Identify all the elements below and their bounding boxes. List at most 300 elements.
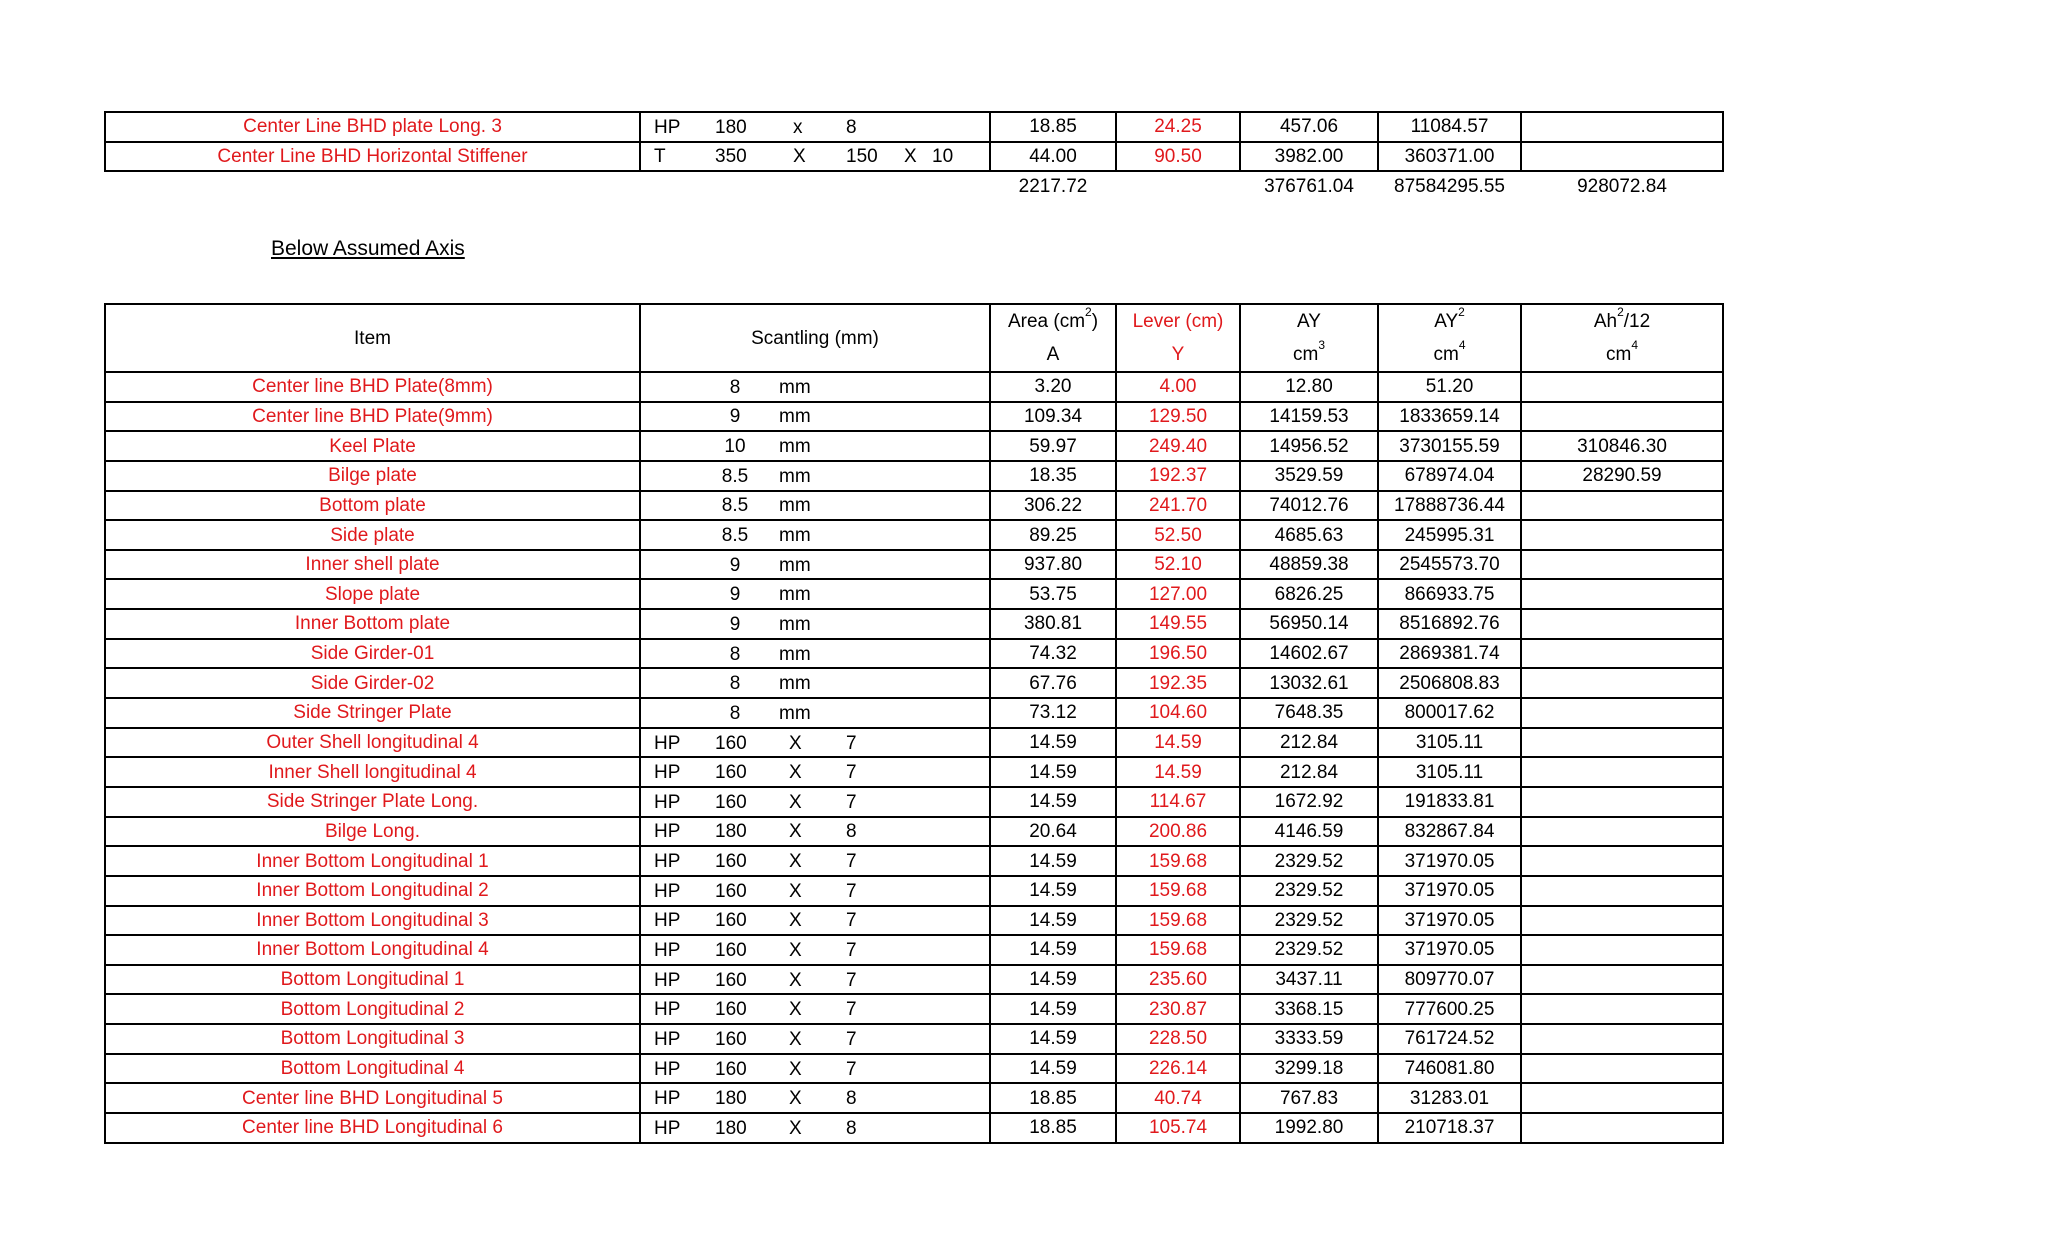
- scantling-part: T: [654, 146, 666, 168]
- area-cell: 14.59: [990, 757, 1116, 787]
- lever-cell: 192.37: [1116, 461, 1240, 491]
- ay2-cell: 866933.75: [1378, 579, 1521, 609]
- item-cell: Side Stringer Plate Long.: [105, 787, 640, 817]
- table-row: [105, 639, 1723, 669]
- thickness-unit: mm: [779, 376, 811, 398]
- profile-type: HP: [654, 732, 681, 754]
- table-row: [105, 579, 1723, 609]
- profile-type: HP: [654, 880, 681, 902]
- ay2-cell: 761724.52: [1378, 1024, 1521, 1054]
- profile-dim2: 8: [846, 1117, 857, 1139]
- area-cell: 109.34: [990, 402, 1116, 432]
- header-item: Item: [105, 304, 640, 372]
- item-cell: Bottom Longitudinal 1: [105, 965, 640, 995]
- ay-cell: 2329.52: [1240, 846, 1378, 876]
- lever-cell: 90.50: [1116, 142, 1240, 172]
- ay2-cell: 371970.05: [1378, 876, 1521, 906]
- ay-cell: 12.80: [1240, 372, 1378, 402]
- area-cell: 14.59: [990, 965, 1116, 995]
- table-row: [105, 402, 1723, 432]
- ay-cell: 212.84: [1240, 728, 1378, 758]
- profile-x: X: [789, 880, 802, 902]
- ay-cell: 6826.25: [1240, 579, 1378, 609]
- profile-type: HP: [654, 999, 681, 1021]
- ay-cell: 3368.15: [1240, 994, 1378, 1024]
- ay-cell: 2329.52: [1240, 876, 1378, 906]
- ay-cell: 14602.67: [1240, 639, 1378, 669]
- ah-cell: [1521, 994, 1723, 1024]
- lever-cell: 40.74: [1116, 1083, 1240, 1113]
- ay2-cell: 360371.00: [1378, 142, 1521, 172]
- lever-cell: 4.00: [1116, 372, 1240, 402]
- scantling-cell: [640, 994, 990, 1024]
- header-ah2-12: Ah$^2$/12 $cm^4$: [1521, 304, 1723, 372]
- ay-cell: 56950.14: [1240, 609, 1378, 639]
- totals-blank: [105, 171, 640, 201]
- ah-cell: [1521, 906, 1723, 936]
- thickness-unit: mm: [779, 673, 811, 695]
- profile-x: X: [789, 732, 802, 754]
- scantling-cell: [640, 935, 990, 965]
- profile-dim1: 160: [715, 880, 747, 902]
- item-cell: Inner Bottom plate: [105, 609, 640, 639]
- item-cell: Side Girder-02: [105, 668, 640, 698]
- item-cell: Bilge Long.: [105, 817, 640, 847]
- profile-type: HP: [654, 969, 681, 991]
- ay2-cell: 3105.11: [1378, 728, 1521, 758]
- thickness-value: 8.5: [721, 525, 749, 547]
- item-cell: Inner Bottom Longitudinal 4: [105, 935, 640, 965]
- area-cell: 20.64: [990, 817, 1116, 847]
- ay-cell: 7648.35: [1240, 698, 1378, 728]
- total-ay2: 87584295.55: [1394, 175, 1505, 197]
- area-cell: 14.59: [990, 846, 1116, 876]
- scantling-cell: [640, 757, 990, 787]
- profile-type: HP: [654, 791, 681, 813]
- area-cell: 14.59: [990, 728, 1116, 758]
- ah-cell: [1521, 1113, 1723, 1143]
- profile-type: HP: [654, 939, 681, 961]
- thickness-unit: mm: [779, 643, 811, 665]
- ay-cell: 767.83: [1240, 1083, 1378, 1113]
- area-cell: 380.81: [990, 609, 1116, 639]
- ay2-cell: 11084.57: [1378, 112, 1521, 142]
- scantling-part: HP: [654, 116, 681, 138]
- table-row: [105, 817, 1723, 847]
- area-cell: 59.97: [990, 431, 1116, 461]
- area-cell: 67.76: [990, 668, 1116, 698]
- lever-cell: 159.68: [1116, 935, 1240, 965]
- profile-dim2: 7: [846, 851, 857, 873]
- profile-type: HP: [654, 851, 681, 873]
- lever-cell: 159.68: [1116, 876, 1240, 906]
- profile-dim1: 160: [715, 969, 747, 991]
- table-row: [105, 698, 1723, 728]
- ay-cell: 13032.61: [1240, 668, 1378, 698]
- profile-dim1: 160: [715, 910, 747, 932]
- profile-x: X: [789, 821, 802, 843]
- table-row: [105, 728, 1723, 758]
- scantling-cell: [640, 817, 990, 847]
- ay2-cell: 245995.31: [1378, 520, 1521, 550]
- item-cell: Bottom Longitudinal 3: [105, 1024, 640, 1054]
- thickness-value: 9: [729, 584, 741, 606]
- thickness-value: 9: [729, 613, 741, 635]
- lever-cell: 226.14: [1116, 1054, 1240, 1084]
- profile-x: X: [789, 999, 802, 1021]
- table-row: [105, 520, 1723, 550]
- table-row: [105, 1083, 1723, 1113]
- table-row: [105, 431, 1723, 461]
- profile-dim2: 7: [846, 1028, 857, 1050]
- ay-cell: 3529.59: [1240, 461, 1378, 491]
- profile-dim2: 7: [846, 999, 857, 1021]
- table-row: [105, 846, 1723, 876]
- scantling-cell: [640, 112, 990, 142]
- area-cell: 14.59: [990, 1054, 1116, 1084]
- ah-cell: [1521, 1083, 1723, 1113]
- thickness-unit: mm: [779, 495, 811, 517]
- lever-cell: 127.00: [1116, 579, 1240, 609]
- ah-cell: [1521, 112, 1723, 142]
- scantling-cell: [640, 609, 990, 639]
- lever-cell: 14.59: [1116, 728, 1240, 758]
- table-row: [105, 142, 1723, 172]
- scantling-cell: [640, 431, 990, 461]
- thickness-value: 8: [729, 643, 741, 665]
- table-row: [105, 935, 1723, 965]
- profile-x: X: [789, 1028, 802, 1050]
- scantling-cell: [640, 461, 990, 491]
- scantling-cell: [640, 491, 990, 521]
- item-cell: Center Line BHD plate Long. 3: [105, 112, 640, 142]
- table-header-row: [105, 304, 1723, 372]
- scantling-cell: [640, 965, 990, 995]
- thickness-unit: mm: [779, 613, 811, 635]
- ay-cell: 2329.52: [1240, 906, 1378, 936]
- item-cell: Center line BHD Plate(8mm): [105, 372, 640, 402]
- profile-type: HP: [654, 1028, 681, 1050]
- ay2-cell: 17888736.44: [1378, 491, 1521, 521]
- item-cell: Bilge plate: [105, 461, 640, 491]
- section-label: Below Assumed Axis: [271, 237, 465, 260]
- table-row: [105, 112, 1723, 142]
- scantling-cell: [640, 698, 990, 728]
- ay-cell: 48859.38: [1240, 550, 1378, 580]
- ay2-cell: 800017.62: [1378, 698, 1521, 728]
- lever-cell: 52.50: [1116, 520, 1240, 550]
- lever-cell: 241.70: [1116, 491, 1240, 521]
- area-cell: 18.85: [990, 1083, 1116, 1113]
- section-modulus-table: [104, 303, 1724, 1144]
- thickness-unit: mm: [779, 525, 811, 547]
- profile-x: X: [789, 969, 802, 991]
- ay-cell: 14956.52: [1240, 431, 1378, 461]
- ay-cell: 4146.59: [1240, 817, 1378, 847]
- ah-cell: [1521, 491, 1723, 521]
- ay2-cell: 8516892.76: [1378, 609, 1521, 639]
- table-row: [105, 372, 1723, 402]
- table-row: [105, 994, 1723, 1024]
- thickness-value: 8: [729, 702, 741, 724]
- area-cell: 18.35: [990, 461, 1116, 491]
- profile-x: X: [789, 1117, 802, 1139]
- header-ay: AY $cm^3$: [1240, 304, 1378, 372]
- ay2-cell: 678974.04: [1378, 461, 1521, 491]
- thickness-value: 8: [729, 376, 741, 398]
- scantling-cell: [640, 728, 990, 758]
- item-cell: Inner Shell longitudinal 4: [105, 757, 640, 787]
- item-cell: Center line BHD Plate(9mm): [105, 402, 640, 432]
- lever-cell: 159.68: [1116, 846, 1240, 876]
- profile-x: X: [789, 851, 802, 873]
- item-cell: Side Girder-01: [105, 639, 640, 669]
- scantling-part: X: [793, 146, 806, 168]
- area-cell: 18.85: [990, 112, 1116, 142]
- profile-type: HP: [654, 821, 681, 843]
- thickness-unit: mm: [779, 584, 811, 606]
- ah-cell: [1521, 579, 1723, 609]
- profile-dim1: 160: [715, 1058, 747, 1080]
- lever-cell: 200.86: [1116, 817, 1240, 847]
- ah-cell: [1521, 520, 1723, 550]
- ah-cell: [1521, 668, 1723, 698]
- header-scantling: Scantling (mm): [640, 304, 990, 372]
- profile-dim1: 180: [715, 821, 747, 843]
- item-cell: Bottom plate: [105, 491, 640, 521]
- lever-cell: 114.67: [1116, 787, 1240, 817]
- area-cell: 89.25: [990, 520, 1116, 550]
- area-cell: 44.00: [990, 142, 1116, 172]
- profile-dim2: 7: [846, 732, 857, 754]
- scantling-cell: [640, 639, 990, 669]
- totals-blank: [1116, 171, 1240, 201]
- ay-cell: 457.06: [1240, 112, 1378, 142]
- area-cell: 73.12: [990, 698, 1116, 728]
- ay-cell: 3333.59: [1240, 1024, 1378, 1054]
- profile-dim1: 160: [715, 851, 747, 873]
- profile-x: X: [789, 762, 802, 784]
- ay2-cell: 777600.25: [1378, 994, 1521, 1024]
- area-cell: 14.59: [990, 906, 1116, 936]
- item-cell: Side plate: [105, 520, 640, 550]
- item-cell: Center line BHD Longitudinal 5: [105, 1083, 640, 1113]
- scantling-cell: [640, 550, 990, 580]
- ay-cell: 1992.80: [1240, 1113, 1378, 1143]
- profile-dim2: 7: [846, 1058, 857, 1080]
- thickness-unit: mm: [779, 702, 811, 724]
- ah-cell: [1521, 965, 1723, 995]
- lever-cell: 149.55: [1116, 609, 1240, 639]
- profile-x: X: [789, 791, 802, 813]
- table-row: [105, 757, 1723, 787]
- thickness-value: 9: [729, 554, 741, 576]
- profile-type: HP: [654, 1088, 681, 1110]
- scantling-cell: [640, 372, 990, 402]
- header-lever: Lever (cm) Y: [1116, 304, 1240, 372]
- scantling-cell: [640, 142, 990, 172]
- item-cell: Inner Bottom Longitudinal 3: [105, 906, 640, 936]
- profile-dim1: 160: [715, 999, 747, 1021]
- area-cell: 3.20: [990, 372, 1116, 402]
- area-cell: 18.85: [990, 1113, 1116, 1143]
- profile-dim1: 160: [715, 939, 747, 961]
- top-continuation-table: [104, 111, 1724, 201]
- area-cell: 14.59: [990, 1024, 1116, 1054]
- ay-cell: 212.84: [1240, 757, 1378, 787]
- area-cell: 74.32: [990, 639, 1116, 669]
- profile-dim2: 7: [846, 969, 857, 991]
- totals-row: [105, 171, 1723, 201]
- profile-dim1: 160: [715, 762, 747, 784]
- scantling-cell: [640, 787, 990, 817]
- area-cell: 14.59: [990, 994, 1116, 1024]
- item-cell: Center line BHD Longitudinal 6: [105, 1113, 640, 1143]
- ay2-cell: 2506808.83: [1378, 668, 1521, 698]
- profile-dim1: 160: [715, 1028, 747, 1050]
- lever-cell: 52.10: [1116, 550, 1240, 580]
- ay2-cell: 31283.01: [1378, 1083, 1521, 1113]
- ay2-cell: 371970.05: [1378, 846, 1521, 876]
- thickness-value: 9: [729, 406, 741, 428]
- thickness-unit: mm: [779, 465, 811, 487]
- ay2-cell: 2545573.70: [1378, 550, 1521, 580]
- item-cell: Inner shell plate: [105, 550, 640, 580]
- ah-cell: [1521, 639, 1723, 669]
- table-row: [105, 876, 1723, 906]
- ay2-cell: 191833.81: [1378, 787, 1521, 817]
- thickness-value: 8: [729, 673, 741, 695]
- lever-cell: 104.60: [1116, 698, 1240, 728]
- table-row: [105, 787, 1723, 817]
- scantling-cell: [640, 846, 990, 876]
- profile-dim1: 180: [715, 1117, 747, 1139]
- scantling-cell: [640, 876, 990, 906]
- ay-cell: 4685.63: [1240, 520, 1378, 550]
- ah-cell: [1521, 1024, 1723, 1054]
- scantling-part: 8: [846, 116, 857, 138]
- ah-cell: [1521, 609, 1723, 639]
- ay2-cell: 1833659.14: [1378, 402, 1521, 432]
- header-ay2: $AY^2$ $cm^4$: [1378, 304, 1521, 372]
- item-cell: Inner Bottom Longitudinal 1: [105, 846, 640, 876]
- ah-cell: [1521, 846, 1723, 876]
- scantling-cell: [640, 1083, 990, 1113]
- profile-dim1: 160: [715, 732, 747, 754]
- ah-cell: [1521, 876, 1723, 906]
- profile-type: HP: [654, 910, 681, 932]
- item-cell: Bottom Longitudinal 2: [105, 994, 640, 1024]
- ah-cell: [1521, 728, 1723, 758]
- table-row: [105, 1024, 1723, 1054]
- ah-cell: [1521, 935, 1723, 965]
- table-row: [105, 965, 1723, 995]
- ay2-cell: 832867.84: [1378, 817, 1521, 847]
- profile-type: HP: [654, 762, 681, 784]
- profile-dim2: 7: [846, 910, 857, 932]
- ay-cell: 3982.00: [1240, 142, 1378, 172]
- lever-cell: 228.50: [1116, 1024, 1240, 1054]
- thickness-value: 10: [724, 436, 746, 458]
- ah-cell: [1521, 817, 1723, 847]
- ay2-cell: 2869381.74: [1378, 639, 1521, 669]
- ay2-cell: 809770.07: [1378, 965, 1521, 995]
- scantling-cell: [640, 1024, 990, 1054]
- profile-type: HP: [654, 1117, 681, 1139]
- ah-cell: [1521, 787, 1723, 817]
- table-row: [105, 1113, 1723, 1143]
- scantling-part: 350: [715, 146, 747, 168]
- item-cell: Inner Bottom Longitudinal 2: [105, 876, 640, 906]
- ay2-cell: 51.20: [1378, 372, 1521, 402]
- ah-cell: 310846.30: [1521, 431, 1723, 461]
- ay-cell: 2329.52: [1240, 935, 1378, 965]
- ay2-cell: 746081.80: [1378, 1054, 1521, 1084]
- ay-cell: 14159.53: [1240, 402, 1378, 432]
- lever-cell: 192.35: [1116, 668, 1240, 698]
- scantling-cell: [640, 668, 990, 698]
- ay-cell: 3437.11: [1240, 965, 1378, 995]
- area-cell: 14.59: [990, 876, 1116, 906]
- profile-dim2: 7: [846, 880, 857, 902]
- profile-type: HP: [654, 1058, 681, 1080]
- item-cell: Outer Shell longitudinal 4: [105, 728, 640, 758]
- profile-x: X: [789, 1058, 802, 1080]
- lever-cell: 235.60: [1116, 965, 1240, 995]
- profile-dim1: 180: [715, 1088, 747, 1110]
- lever-cell: 230.87: [1116, 994, 1240, 1024]
- profile-dim2: 7: [846, 791, 857, 813]
- table-row: [105, 1054, 1723, 1084]
- scantling-cell: [640, 1054, 990, 1084]
- ay2-cell: 210718.37: [1378, 1113, 1521, 1143]
- ay-cell: 1672.92: [1240, 787, 1378, 817]
- ah-cell: [1521, 1054, 1723, 1084]
- scantling-part: x: [793, 116, 803, 138]
- lever-cell: 129.50: [1116, 402, 1240, 432]
- profile-dim2: 7: [846, 939, 857, 961]
- ay2-cell: 3730155.59: [1378, 431, 1521, 461]
- scantling-part: 180: [715, 116, 747, 138]
- scantling-cell: [640, 906, 990, 936]
- profile-dim1: 160: [715, 791, 747, 813]
- thickness-value: 8.5: [721, 495, 749, 517]
- scantling-part: 10: [932, 146, 954, 168]
- scantling-part: 150: [846, 146, 878, 168]
- table-row: [105, 550, 1723, 580]
- thickness-unit: mm: [779, 406, 811, 428]
- item-cell: Slope plate: [105, 579, 640, 609]
- thickness-unit: mm: [779, 436, 811, 458]
- scantling-cell: [640, 1113, 990, 1143]
- table-row: [105, 668, 1723, 698]
- table-row: [105, 609, 1723, 639]
- thickness-value: 8.5: [721, 465, 749, 487]
- scantling-cell: [640, 520, 990, 550]
- item-cell: Keel Plate: [105, 431, 640, 461]
- ah-cell: [1521, 757, 1723, 787]
- profile-x: X: [789, 1088, 802, 1110]
- header-area: Area $(cm^2)$ A: [990, 304, 1116, 372]
- scantling-cell: [640, 402, 990, 432]
- profile-dim2: 7: [846, 762, 857, 784]
- profile-x: X: [789, 910, 802, 932]
- ay-cell: 3299.18: [1240, 1054, 1378, 1084]
- table-row: [105, 906, 1723, 936]
- area-cell: 937.80: [990, 550, 1116, 580]
- area-cell: 14.59: [990, 787, 1116, 817]
- table-row: [105, 461, 1723, 491]
